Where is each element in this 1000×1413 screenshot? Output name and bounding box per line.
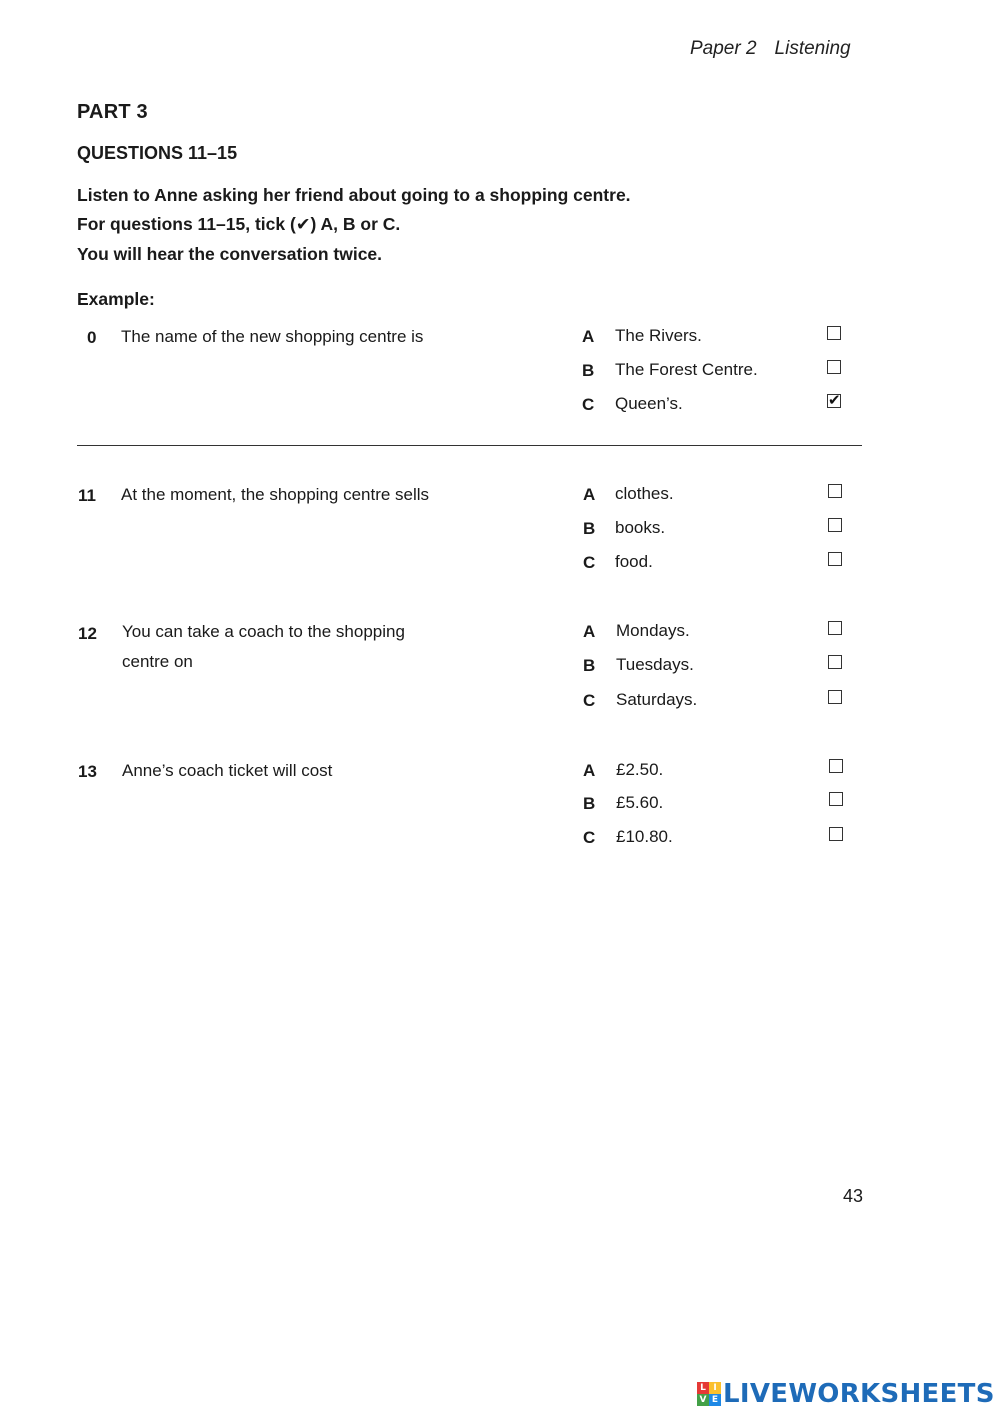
question-text: At the moment, the shopping centre sells bbox=[121, 485, 430, 504]
logo-tile: I bbox=[709, 1382, 721, 1394]
liveworksheets-logo-icon bbox=[697, 1382, 721, 1406]
answer-checkbox[interactable] bbox=[828, 690, 842, 704]
question-text: The name of the new shopping centre is bbox=[121, 327, 424, 346]
example-label: Example: bbox=[77, 289, 155, 309]
answer-checkbox[interactable] bbox=[829, 792, 843, 806]
logo-tile: L bbox=[697, 1382, 709, 1394]
section-label: Listening bbox=[774, 38, 851, 59]
option-letter: A bbox=[583, 485, 596, 504]
question-text: centre on bbox=[122, 652, 193, 671]
page-header bbox=[690, 38, 851, 60]
answer-checkbox[interactable] bbox=[829, 759, 843, 773]
liveworksheets-logo bbox=[697, 1379, 995, 1409]
option-letter: B bbox=[583, 794, 596, 813]
option-text: The Forest Centre. bbox=[615, 360, 758, 379]
option-letter: B bbox=[583, 519, 596, 538]
option-text: Tuesdays. bbox=[616, 655, 694, 674]
option-letter: C bbox=[582, 395, 595, 414]
answer-checkbox[interactable] bbox=[829, 827, 843, 841]
answer-checkbox[interactable] bbox=[828, 655, 842, 669]
option-text: £10.80. bbox=[616, 827, 673, 846]
paper-label: Paper 2 bbox=[690, 38, 757, 59]
question-number: 12 bbox=[78, 624, 97, 643]
answer-checkbox[interactable] bbox=[827, 360, 841, 374]
option-text: Queen’s. bbox=[615, 394, 683, 413]
option-letter: A bbox=[583, 622, 596, 641]
question-number: 13 bbox=[78, 762, 97, 781]
answer-checkbox[interactable] bbox=[828, 621, 842, 635]
answer-checkbox[interactable] bbox=[828, 552, 842, 566]
section-divider bbox=[77, 445, 862, 446]
option-text: clothes. bbox=[615, 484, 674, 503]
instruction-line: Listen to Anne asking her friend about going to a shopping centre. bbox=[77, 185, 631, 205]
question-text: Anne’s coach ticket will cost bbox=[122, 761, 333, 780]
option-letter: B bbox=[583, 656, 596, 675]
option-letter: A bbox=[582, 327, 595, 346]
answer-checkbox[interactable] bbox=[828, 484, 842, 498]
option-letter: B bbox=[582, 361, 595, 380]
option-text: Saturdays. bbox=[616, 690, 698, 709]
part-title: PART 3 bbox=[77, 101, 148, 123]
questions-title: QUESTIONS 11–15 bbox=[77, 143, 238, 163]
option-letter: C bbox=[583, 691, 596, 710]
option-text: The Rivers. bbox=[615, 326, 702, 345]
logo-tile: V bbox=[697, 1394, 709, 1406]
instruction-line: You will hear the conversation twice. bbox=[77, 244, 383, 264]
question-text: You can take a coach to the shopping bbox=[122, 622, 405, 641]
question-number: 11 bbox=[78, 486, 96, 505]
instruction-line: For questions 11–15, tick (✔) A, B or C. bbox=[77, 214, 401, 234]
option-text: Mondays. bbox=[616, 621, 690, 640]
answer-checkbox[interactable] bbox=[827, 326, 841, 340]
brand-name: LIVEWORKSHEETS bbox=[723, 1379, 995, 1409]
logo-tile: E bbox=[709, 1394, 721, 1406]
option-letter: C bbox=[583, 553, 596, 572]
option-text: £2.50. bbox=[616, 760, 664, 779]
option-text: books. bbox=[615, 518, 666, 537]
option-text: £5.60. bbox=[616, 793, 664, 812]
page-number: 43 bbox=[843, 1186, 864, 1206]
option-letter: A bbox=[583, 761, 596, 780]
option-text: food. bbox=[615, 552, 653, 571]
option-letter: C bbox=[583, 828, 596, 847]
answer-checkbox[interactable] bbox=[828, 518, 842, 532]
question-number: 0 bbox=[87, 328, 97, 347]
answer-checkbox[interactable]: ✔ bbox=[828, 392, 841, 409]
